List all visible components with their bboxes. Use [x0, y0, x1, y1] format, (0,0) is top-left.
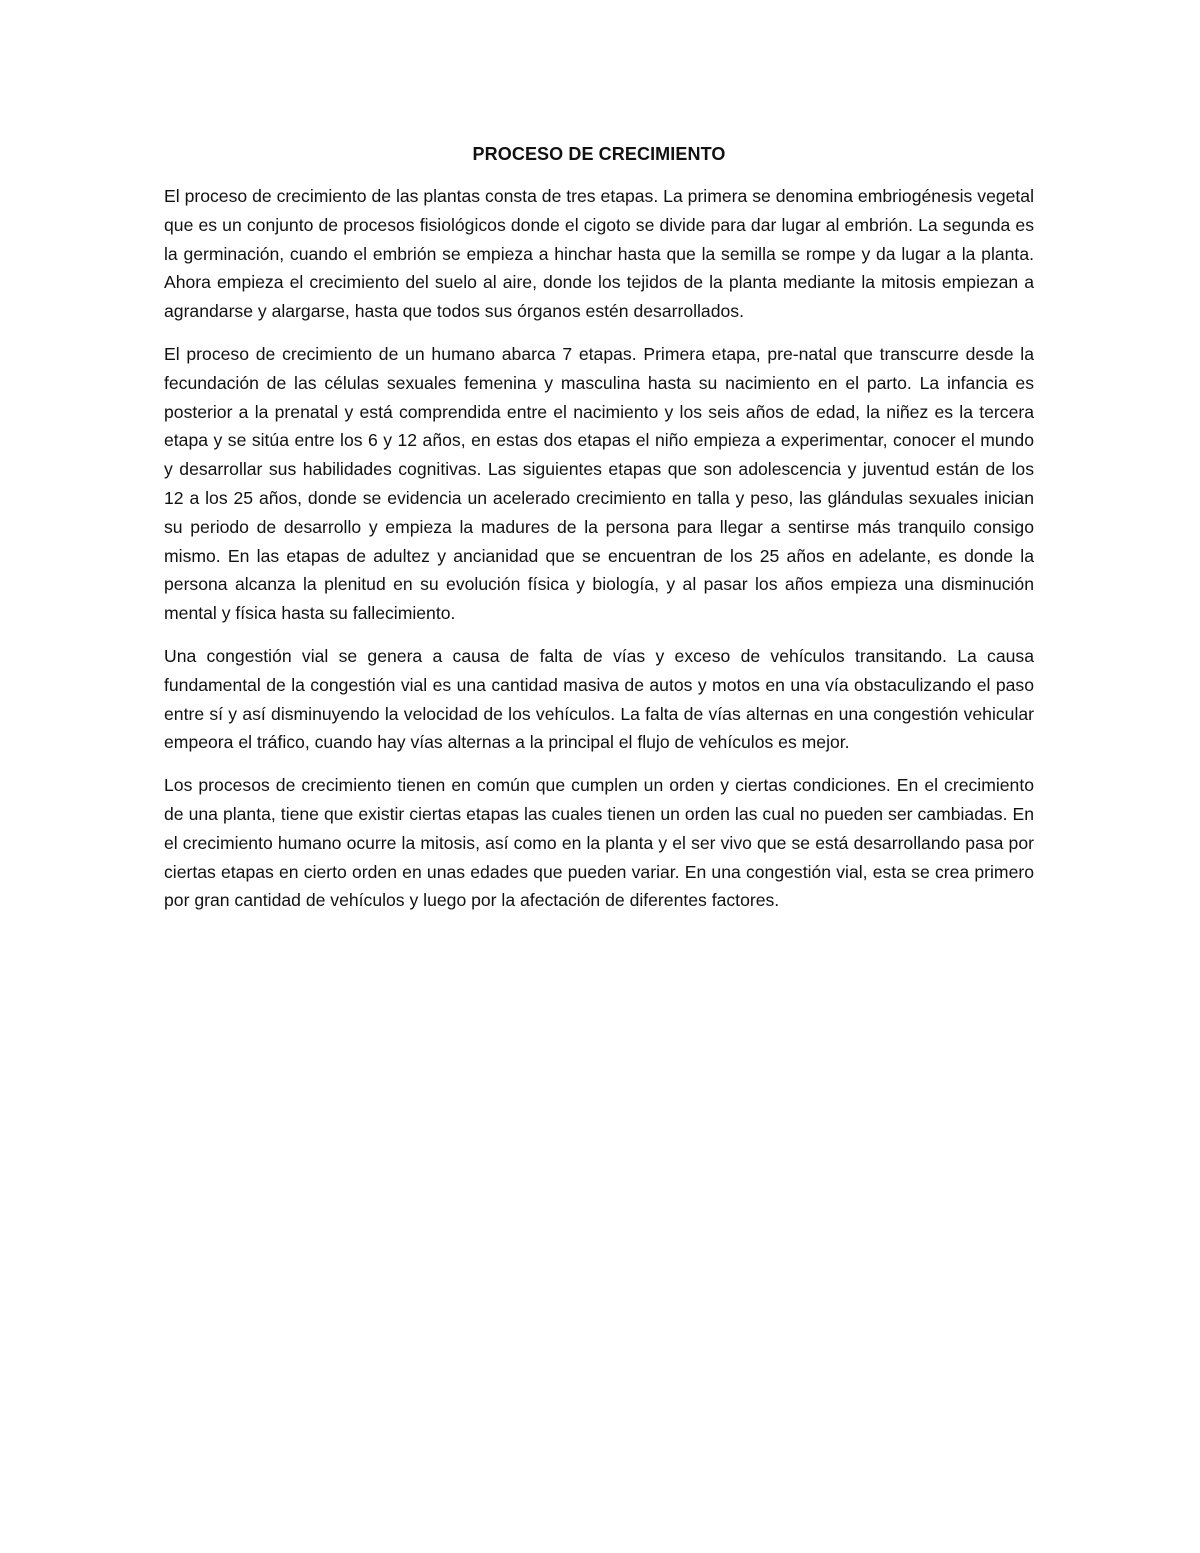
document-title: PROCESO DE CRECIMIENTO — [472, 144, 726, 164]
paragraph-traffic-congestion: Una congestión vial se genera a causa de falta de vías y exceso de vehículos transitando. La causa fundamental de la congestión vial es una cantidad masiva de autos y motos en una vía obstaculizando el paso entre sí y así disminuyendo la velocidad de los vehículos. La falta de vías alternas en una congestión vehicular empeora el tráfico, cuando hay vías alternas a la principal el flujo de vehículos es mejor. — [164, 645, 1034, 753]
paragraph-human-growth: El proceso de crecimiento de un humano abarca 7 etapas. Primera etapa, pre-natal que transcurre desde la fecundación de las células sexuales femenina y masculina hasta su nacimiento en el parto. La infancia es posterior a la prenatal y está comprendida entre el nacimiento y los seis años de edad, la niñez es la tercera etapa y se sitúa entre los 6 y 12 años, en estas dos etapas el niño empieza a experimentar, conocer el mundo y desarrollar sus habilidades cognitivas. Las siguientes etapas que son adolescencia y juventud están de los 12 a los 25 años, donde se evidencia un acelerado crecimiento en talla y peso, las glándulas sexuales inician su periodo de desarrollo y empieza la madures de la persona para llegar a sentirse más tranquilo consigo mismo. En las etapas de adultez y ancianidad que se encuentran de los 25 años en adelante, es donde la persona alcanza la plenitud en su evolución física y biología, y al pasar los años empieza una disminución mental y física hasta su fallecimiento. — [164, 343, 1034, 624]
paragraph-conclusion: Los procesos de crecimiento tienen en común que cumplen un orden y ciertas condiciones. En el crecimiento de una planta, tiene que existir ciertas etapas las cuales tienen un orden las cual no pueden ser cambiadas. En el crecimiento humano ocurre la mitosis, así como en la planta y el ser vivo que se está desarrollando pasa por ciertas etapas en cierto orden en unas edades que pueden variar. En una congestión vial, esta se crea primero por gran cantidad de vehículos y luego por la afectación de diferentes factores. — [164, 775, 1034, 911]
paragraph-plant-growth: El proceso de crecimiento de las plantas consta de tres etapas. La primera se denomina embriogénesis vegetal que es un conjunto de procesos fisiológicos donde el cigoto se divide para dar lugar al embrión. La segunda es la germinación, cuando el embrión se empieza a hinchar hasta que la semilla se rompe y da lugar a la planta. Ahora empieza el crecimiento del suelo al aire, donde los tejidos de la planta mediante la mitosis empiezan a agrandarse y alargarse, hasta que todos sus órganos estén desarrollados. — [164, 186, 1034, 322]
document-body — [164, 140, 1034, 929]
